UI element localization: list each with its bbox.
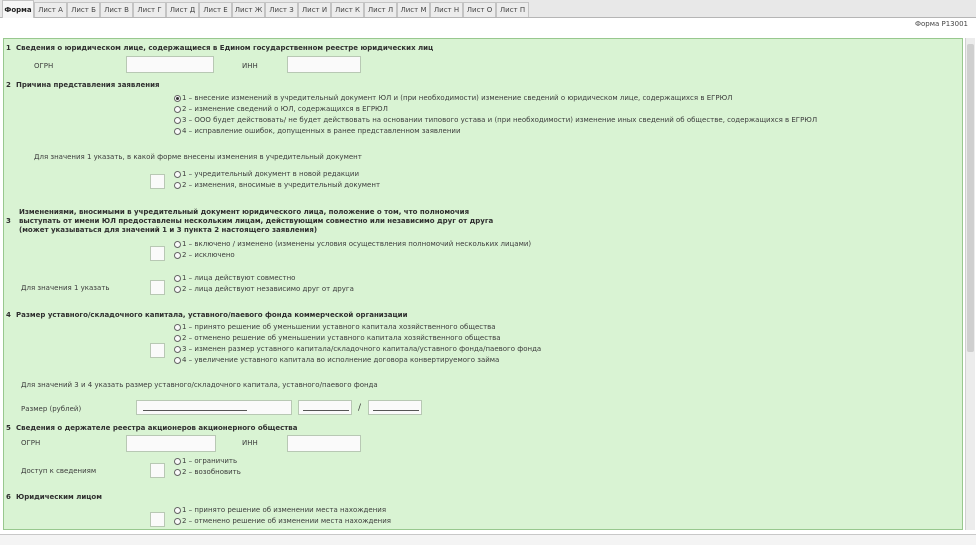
s4-option-1-label: 1 – принято решение об уменьшении уставного капитала хозяйственного общества — [182, 323, 496, 331]
tab-list-i[interactable]: Лист И — [298, 2, 331, 17]
s3-sub-label: Для значения 1 указать — [21, 284, 110, 292]
sheet-tabs — [0, 0, 976, 18]
s3-title-line-1: Изменениями, вносимыми в учредительный документ юридического лица, положение о том, что полномочия — [19, 208, 470, 216]
s4-numerator-underline — [303, 410, 349, 411]
s3-option-1-label: 1 – включено / изменено (изменены условия осуществления полномочий нескольких лицами) — [182, 240, 532, 248]
tab-list-o[interactable]: Лист О — [463, 2, 496, 17]
tab-list-g[interactable]: Лист Г — [133, 2, 166, 17]
s4-size-input[interactable] — [136, 400, 292, 415]
s3-title-line-2: выступать от имени ЮЛ предоставлены нескольким лицам, действующим совместно или независимо друг от друга — [19, 217, 494, 225]
s3-sub-option-1-radio[interactable] — [174, 275, 181, 282]
s4-option-1-radio[interactable] — [174, 324, 181, 331]
s1-ogrn-input[interactable] — [126, 56, 214, 73]
s5-ogrn-input[interactable] — [126, 435, 216, 452]
s3-title-line-3: (может указываться для значений 1 и 3 пункта 2 настоящего заявления) — [19, 226, 318, 234]
s6-option-2-label: 2 – отменено решение об изменении места нахождения — [182, 517, 392, 525]
s2-sub-option-2-label: 2 – изменения, вносимые в учредительный документ — [182, 181, 381, 189]
s2-option-3-radio[interactable] — [174, 117, 181, 124]
s2-sub-value-box[interactable] — [150, 174, 165, 189]
s4-option-4-radio[interactable] — [174, 357, 181, 364]
tab-list-l[interactable]: Лист Л — [364, 2, 397, 17]
tab-forma[interactable]: Форма — [2, 0, 34, 18]
s5-title: Сведения о держателе реестра акционеров акционерного общества — [16, 424, 298, 432]
s3-number: 3 — [6, 217, 11, 225]
s3-option-2-radio[interactable] — [174, 252, 181, 259]
s5-option-2-radio[interactable] — [174, 469, 181, 476]
s4-fraction-numerator-input[interactable] — [298, 400, 352, 415]
s4-option-2-label: 2 – отменено решение об уменьшении уставного капитала хозяйственного общества — [182, 334, 501, 342]
s5-option-1-label: 1 – ограничить — [182, 457, 238, 465]
s2-sub-option-1-radio[interactable] — [174, 171, 181, 178]
s5-inn-label: ИНН — [242, 439, 258, 447]
s4-number: 4 — [6, 311, 11, 319]
tab-list-p[interactable]: Лист П — [496, 2, 529, 17]
s6-value-box[interactable] — [150, 512, 165, 527]
s5-option-1-radio[interactable] — [174, 458, 181, 465]
s2-option-3-label: 3 – ООО будет действовать/ не будет действовать на основании типового устава и (при необходимости) изменение иных сведений об обществе, содержащихся в ЕГРЮЛ — [182, 116, 818, 124]
tab-list-zh[interactable]: Лист Ж — [232, 2, 265, 17]
s3-option-1-radio[interactable] — [174, 241, 181, 248]
scrollbar-thumb[interactable] — [967, 44, 974, 352]
s2-option-4-label: 4 – исправление ошибок, допущенных в ранее представленном заявлении — [182, 127, 461, 135]
s5-access-value-box[interactable] — [150, 463, 165, 478]
tab-list-v[interactable]: Лист В — [100, 2, 133, 17]
s4-fraction-denominator-input[interactable] — [368, 400, 422, 415]
s3-option-2-label: 2 – исключено — [182, 251, 235, 259]
tab-list-a[interactable]: Лист А — [34, 2, 67, 17]
tab-list-e[interactable]: Лист Е — [199, 2, 232, 17]
s4-option-2-radio[interactable] — [174, 335, 181, 342]
s1-number: 1 — [6, 44, 11, 52]
s5-option-2-label: 2 – возобновить — [182, 468, 241, 476]
s2-option-1-label: 1 – внесение изменений в учредительный документ ЮЛ и (при необходимости) изменение сведений о юридическом лице, содержащихся в ЕГРЮЛ — [182, 94, 733, 102]
s5-access-label: Доступ к сведениям — [21, 467, 97, 475]
s3-sub-value-box[interactable] — [150, 280, 165, 295]
s3-value-box[interactable] — [150, 246, 165, 261]
vertical-scrollbar[interactable] — [965, 38, 975, 530]
tab-list-z[interactable]: Лист З — [265, 2, 298, 17]
s1-title: Сведения о юридическом лице, содержащиеся в Едином государственном реестре юридических лиц — [16, 44, 434, 52]
s3-sub-option-2-radio[interactable] — [174, 286, 181, 293]
s2-option-1-radio[interactable] — [174, 95, 181, 102]
s4-title: Размер уставного/складочного капитала, уставного/паевого фонда коммерческой организации — [16, 311, 408, 319]
s5-number: 5 — [6, 424, 11, 432]
form-code: Форма Р13001 — [914, 20, 968, 28]
s2-option-2-radio[interactable] — [174, 106, 181, 113]
s4-option-3-label: 3 – изменен размер уставного капитала/складочного капитала/уставного фонда/паевого фонда — [182, 345, 542, 353]
tab-list-d[interactable]: Лист Д — [166, 2, 199, 17]
s2-option-2-label: 2 – изменение сведений о ЮЛ, содержащихся в ЕГРЮЛ — [182, 105, 388, 113]
s1-inn-input[interactable] — [287, 56, 361, 73]
s2-sub-option-2-radio[interactable] — [174, 182, 181, 189]
s2-title: Причина представления заявления — [16, 81, 160, 89]
s2-number: 2 — [6, 81, 11, 89]
s6-option-1-label: 1 – принято решение об изменении места нахождения — [182, 506, 387, 514]
s3-sub-option-1-label: 1 – лица действуют совместно — [182, 274, 296, 282]
tab-list-k[interactable]: Лист К — [331, 2, 364, 17]
s4-value-box[interactable] — [150, 343, 165, 358]
s4-size-label: Размер (рублей) — [21, 405, 82, 413]
s1-ogrn-label: ОГРН — [34, 62, 54, 70]
s2-option-4-radio[interactable] — [174, 128, 181, 135]
tab-list-m[interactable]: Лист М — [397, 2, 430, 17]
form-panel — [3, 38, 963, 530]
s6-number: 6 — [6, 493, 11, 501]
tab-list-b[interactable]: Лист Б — [67, 2, 100, 17]
s4-size-underline — [143, 410, 247, 411]
s2-sub-option-1-label: 1 – учредительный документ в новой редакции — [182, 170, 360, 178]
s4-denominator-underline — [373, 410, 419, 411]
s6-option-1-radio[interactable] — [174, 507, 181, 514]
s5-inn-input[interactable] — [287, 435, 361, 452]
tab-list-n[interactable]: Лист Н — [430, 2, 463, 17]
status-bar — [0, 534, 976, 545]
s4-option-3-radio[interactable] — [174, 346, 181, 353]
s5-ogrn-label: ОГРН — [21, 439, 41, 447]
s6-title: Юридическим лицом — [16, 493, 102, 501]
s6-option-2-radio[interactable] — [174, 518, 181, 525]
s2-sub-label: Для значения 1 указать, в какой форме внесены изменения в учредительный документ — [34, 153, 362, 161]
s1-inn-label: ИНН — [242, 62, 258, 70]
s4-fraction-slash: / — [358, 403, 362, 413]
s4-sub-label: Для значений 3 и 4 указать размер уставного/складочного капитала, уставного/паевого фонда — [21, 381, 378, 389]
s3-sub-option-2-label: 2 – лица действуют независимо друг от друга — [182, 285, 354, 293]
s4-option-4-label: 4 – увеличение уставного капитала во исполнение договора конвертируемого займа — [182, 356, 500, 364]
